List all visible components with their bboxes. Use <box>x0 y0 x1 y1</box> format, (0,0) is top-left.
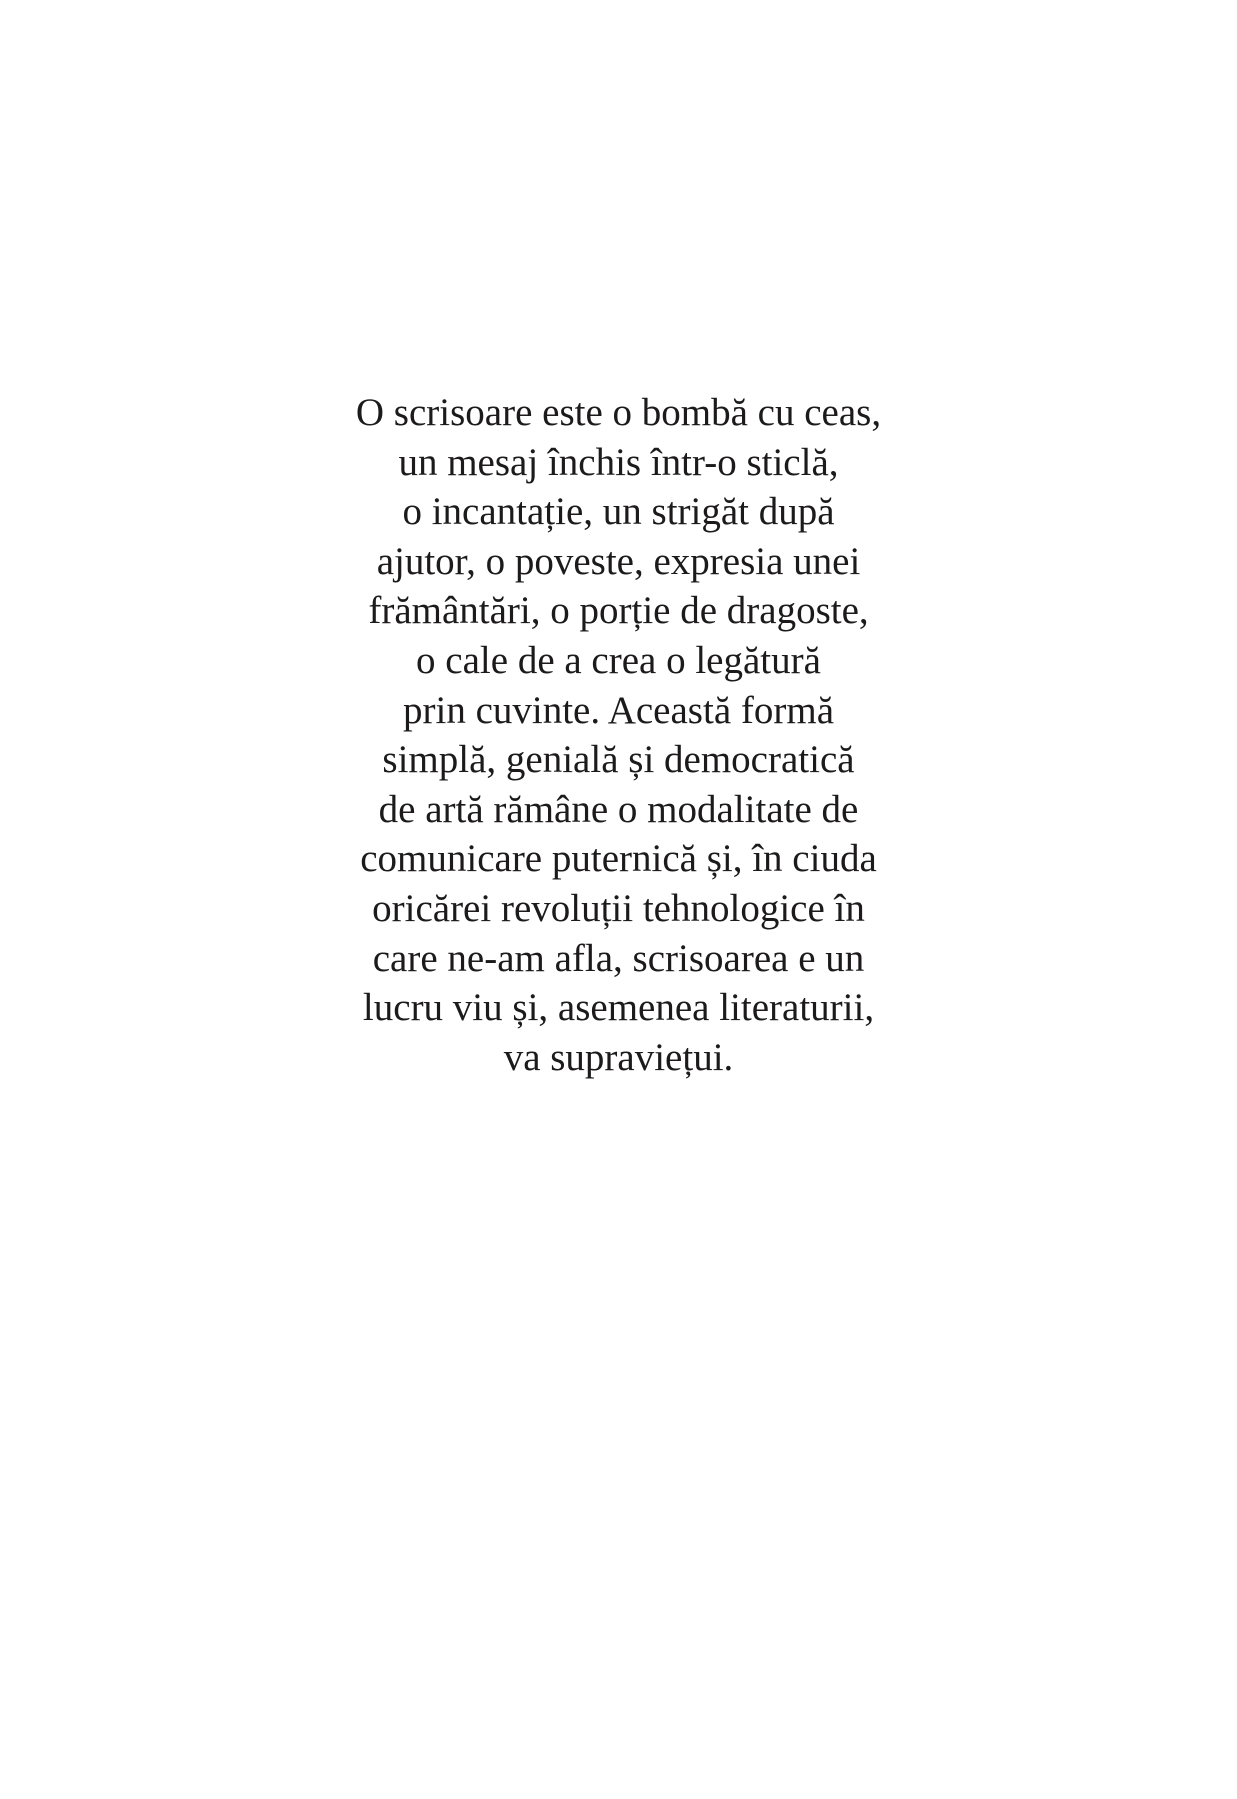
passage-line: frământări, o porție de dragoste, <box>368 589 869 633</box>
passage-line: comunicare puternică și, în ciuda <box>360 837 877 881</box>
passage-line: O scrisoare este o bombă cu ceas, <box>355 391 882 434</box>
passage-line: simplă, genială și democratică <box>382 738 855 782</box>
passage-line: oricărei revoluții tehnologice în <box>372 886 865 930</box>
centered-passage <box>0 388 1237 1082</box>
passage-line: ajutor, o poveste, expresia unei <box>376 539 861 583</box>
passage-line: va supraviețui. <box>503 1035 734 1079</box>
passage-line: care ne-am afla, scrisoarea e un <box>372 936 865 980</box>
passage-line: un mesaj închis într-o sticlă, <box>398 440 839 484</box>
passage-line: o cale de a crea o legătură <box>416 638 821 682</box>
passage-line: lucru viu și, asemenea literaturii, <box>362 986 875 1030</box>
passage-line: prin cuvinte. Această formă <box>403 688 834 732</box>
passage-line: o incantație, un strigăt după <box>402 490 835 534</box>
passage-line: de artă rămâne o modalitate de <box>378 787 859 831</box>
